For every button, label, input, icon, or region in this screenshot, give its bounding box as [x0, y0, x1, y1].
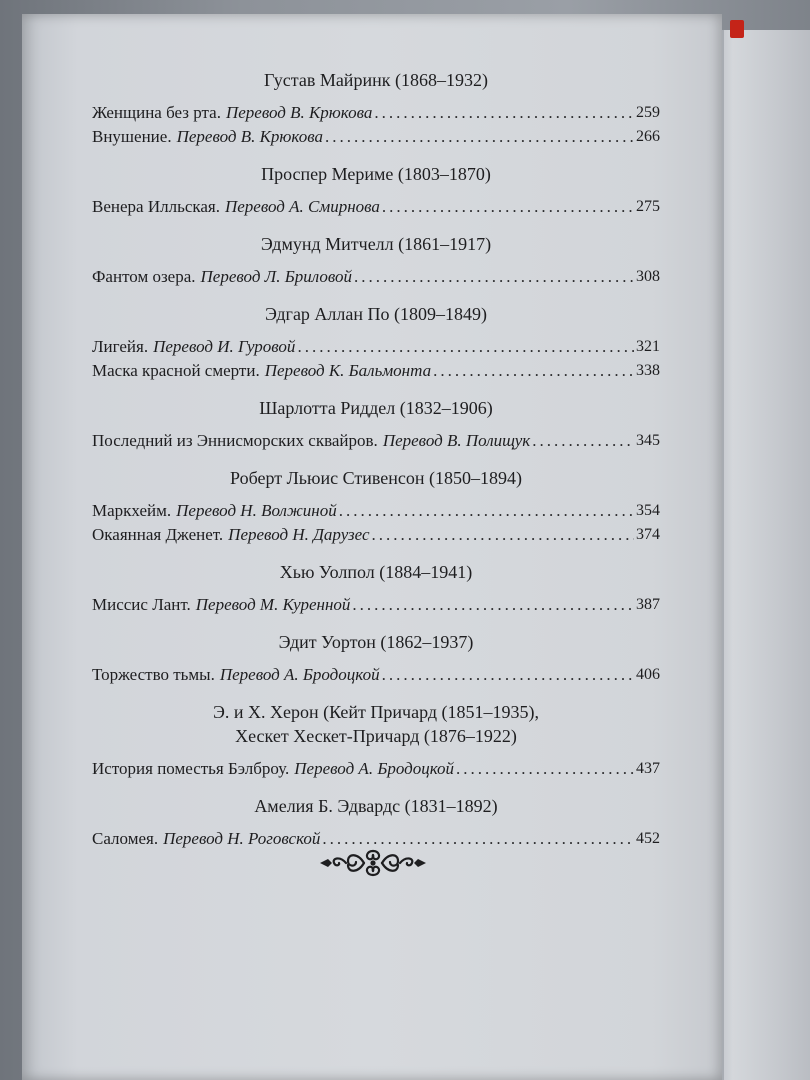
- translator-credit: Перевод И. Гуровой: [153, 337, 296, 356]
- toc-entry: [92, 593, 660, 617]
- page-number: 437: [636, 760, 660, 777]
- story-title: Саломея.: [92, 829, 159, 848]
- translator-credit: Перевод К. Бальмонта: [264, 361, 432, 380]
- translator-credit: Перевод Н. Волжиной: [176, 501, 337, 520]
- table-of-contents: [92, 68, 660, 851]
- author-heading: Шарлотта Риддел (1832–1906): [259, 398, 493, 418]
- story-title: Торжество тьмы.: [92, 665, 215, 684]
- page-number: 266: [636, 128, 660, 145]
- translator-credit: Перевод Н. Роговской: [163, 829, 321, 848]
- dot-leader: [339, 499, 634, 523]
- translator-credit: Перевод А. Бродоцкой: [219, 665, 380, 684]
- story-title: Женщина без рта.: [92, 103, 221, 122]
- dot-leader: [382, 663, 634, 687]
- author-heading: Густав Майринк (1868–1932): [264, 70, 488, 90]
- dot-leader: [532, 429, 634, 453]
- page-number: 345: [636, 432, 660, 449]
- page-number: 452: [636, 830, 660, 847]
- bookmark-ribbon: [730, 20, 744, 38]
- dot-leader: [433, 359, 634, 383]
- dot-leader: [354, 265, 634, 289]
- page-number: 387: [636, 596, 660, 613]
- author-heading: Эдмунд Митчелл (1861–1917): [260, 234, 492, 254]
- story-title: Последний из Эннисморских сквайров.: [92, 431, 378, 450]
- page-number: 275: [636, 198, 660, 215]
- author-heading: Эдит Уортон (1862–1937): [278, 632, 474, 652]
- story-title: Маска красной смерти.: [92, 361, 260, 380]
- story-title: Миссис Лант.: [92, 595, 191, 614]
- story-title: Лигейя.: [92, 337, 149, 356]
- dot-leader: [456, 757, 634, 781]
- story-title: Маркхейм.: [92, 501, 172, 520]
- author-section: [92, 630, 660, 654]
- story-title: Внушение.: [92, 127, 172, 146]
- author-heading: Э. и Х. Херон (Кейт Причард (1851–1935),: [212, 702, 540, 722]
- author-section: [92, 466, 660, 490]
- toc-entry: [92, 523, 660, 547]
- author-section: [92, 700, 660, 748]
- page-number: 321: [636, 338, 660, 355]
- translator-credit: Перевод М. Куренной: [195, 595, 351, 614]
- story-title: История поместья Бэлброу.: [92, 759, 290, 778]
- toc-entry: [92, 757, 660, 781]
- story-title: Окаянная Дженет.: [92, 525, 224, 544]
- toc-entry: [92, 663, 660, 687]
- translator-credit: Перевод В. Крюкова: [225, 103, 373, 122]
- translator-credit: Перевод В. Крюкова: [176, 127, 323, 146]
- author-section: [92, 302, 660, 326]
- author-section: [92, 560, 660, 584]
- author-section: [92, 396, 660, 420]
- author-heading: Проспер Мериме (1803–1870): [261, 164, 491, 184]
- dot-leader: [374, 101, 634, 125]
- dot-leader: [297, 335, 634, 359]
- toc-entry: [92, 359, 660, 383]
- translator-credit: Перевод Н. Дарузес: [228, 525, 370, 544]
- author-heading: Эдгар Аллан По (1809–1849): [264, 304, 488, 324]
- toc-entry: [92, 265, 660, 289]
- toc-entry: [92, 335, 660, 359]
- dot-leader: [382, 195, 634, 219]
- author-section: [92, 794, 660, 818]
- toc-entry: [92, 125, 660, 149]
- next-page-edge: [722, 30, 810, 1080]
- story-title: Венера Илльская.: [92, 197, 220, 216]
- author-section: [92, 232, 660, 256]
- translator-credit: Перевод Л. Бриловой: [200, 267, 352, 286]
- page-number: 259: [636, 104, 660, 121]
- page-number: 406: [636, 666, 660, 683]
- story-title: Фантом озера.: [92, 267, 196, 286]
- author-heading: Амелия Б. Эдвардс (1831–1892): [254, 796, 498, 816]
- dot-leader: [352, 593, 634, 617]
- author-section: [92, 68, 660, 92]
- dot-leader: [325, 125, 634, 149]
- translator-credit: Перевод А. Бродоцкой: [294, 759, 455, 778]
- flourish-ornament-icon: [318, 843, 428, 883]
- author-heading: Роберт Льюис Стивенсон (1850–1894): [230, 468, 522, 488]
- toc-entry: [92, 195, 660, 219]
- dot-leader: [372, 523, 634, 547]
- author-heading: Хью Уолпол (1884–1941): [279, 562, 473, 582]
- page-number: 338: [636, 362, 660, 379]
- translator-credit: Перевод В. Полищук: [382, 431, 531, 450]
- translator-credit: Перевод А. Смирнова: [224, 197, 380, 216]
- author-heading: Хескет Хескет-Причард (1876–1922): [235, 726, 517, 746]
- toc-entry: [92, 499, 660, 523]
- page-number: 308: [636, 268, 660, 285]
- toc-entry: [92, 101, 660, 125]
- page-number: 374: [636, 526, 660, 543]
- toc-entry: [92, 429, 660, 453]
- page-number: 354: [636, 502, 660, 519]
- author-section: [92, 162, 660, 186]
